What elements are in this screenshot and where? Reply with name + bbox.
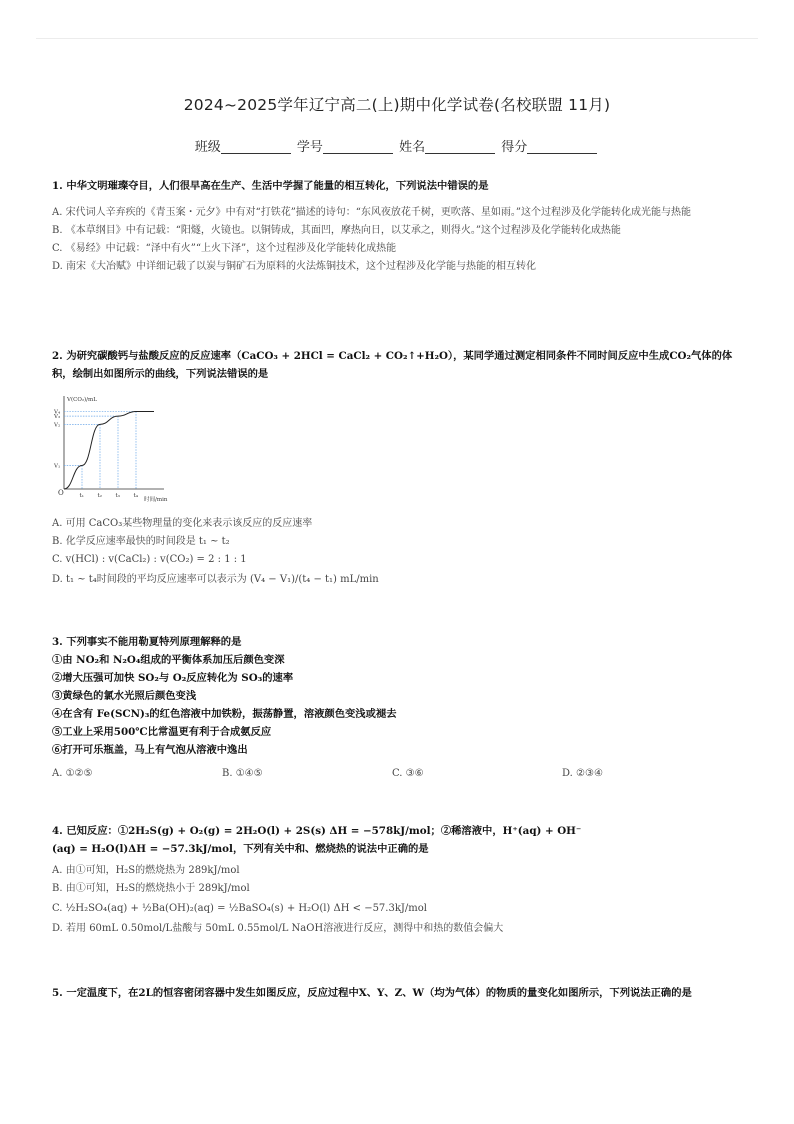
y-axis-label: V(CO₂)/mL [67, 397, 97, 403]
question-3-stem: 3. 下列事实不能用勒夏特列原理解释的是 [52, 636, 242, 648]
question-3-statement-1: ①由 NO₂和 N₂O₄组成的平衡体系加压后颜色变深 [52, 654, 285, 666]
question-2-stem: 2. 为研究碳酸钙与盐酸反应的反应速率（CaCO₃ + 2HCl = CaCl₂ + CO₂↑+H₂O），某同学通过测定相同条件不同时间反应中生成CO₂气体的体积，绘制出如图所示的曲线，下列说法错误的是 [52, 350, 733, 380]
number-label: 学号 [296, 140, 323, 155]
x-tick-label: t₃ [115, 493, 120, 499]
question-2-option-b: B. 化学反应速率最快的时间段是 t₁ ~ t₂ [52, 536, 230, 547]
question-1-option-d: D. 南宋《大冶赋》中详细记载了以炭与铜矿石为原料的火法炼铜技术，这个过程涉及化学能与热能的相互转化 [52, 261, 537, 272]
question-5 [52, 984, 742, 1002]
chart-series-line [64, 411, 154, 489]
question-2-option-c: C. v(HCl) : v(CaCl₂) : v(CO₂) = 2 : 1 : 1 [52, 554, 247, 565]
name-label: 姓名 [399, 140, 426, 155]
question-4-option-a: A. 由①可知，H₂S的燃烧热为 289kJ/mol [52, 865, 240, 876]
question-3-statement-3: ③黄绿色的氯水光照后颜色变浅 [52, 690, 197, 702]
y-tick-label: V₂ [54, 422, 61, 429]
x-axis-label: 时间/min [144, 497, 168, 503]
top-divider [36, 38, 758, 39]
question-3-statement-2: ②增大压强可加快 SO₂与 O₂反应转化为 SO₃的速率 [52, 672, 294, 684]
question-4-option-d: D. 若用 60mL 0.50mol/L盐酸与 50mL 0.55mol/L NaOH溶液进行反应，测得中和热的数值会偏大 [52, 923, 504, 934]
y-tick-label: V₁ [54, 463, 61, 470]
question-1 [52, 177, 742, 276]
question-3-statement-4: ④在含有 Fe(SCN)₃的红色溶液中加铁粉，振荡静置，溶液颜色变浅或褪去 [52, 708, 397, 720]
y-tick-label: V₄ [54, 409, 61, 416]
x-tick-label: t₁ [79, 493, 84, 499]
x-tick-label: t₂ [97, 493, 102, 499]
question-3-option-a: A. ①②⑤ [52, 768, 93, 779]
question-1-option-c: C. 《易经》中记载：“泽中有火”“上火下泽”，这个过程涉及化学能转化成热能 [52, 243, 397, 254]
question-3-options [52, 765, 742, 783]
question-2-options [52, 515, 742, 589]
class-label: 班级 [194, 140, 221, 155]
co2-volume-chart [52, 392, 172, 504]
class-blank [221, 140, 291, 154]
question-4-stem-line-2: (aq) = H₂O(l)ΔH = −57.3kJ/mol，下列有关中和、燃烧热的说法中正确的是 [52, 843, 429, 855]
score-blank [527, 140, 597, 154]
question-3 [52, 633, 742, 783]
question-3-option-d: D. ②③④ [562, 768, 603, 779]
page-title: 2024~2025学年辽宁高二(上)期中化学试卷(名校联盟 11月) [183, 96, 611, 114]
question-2-option-a: A. 可用 CaCO₃某些物理量的变化来表示该反应的反应速率 [52, 518, 313, 529]
number-blank [323, 140, 393, 154]
question-3-option-b: B. ①④⑤ [222, 768, 263, 779]
score-label: 得分 [501, 140, 528, 155]
question-1-option-a: A. 宋代词人辛弃疾的《青玉案・元夕》中有对“打铁花”描述的诗句：“东风夜放花千树，更吹落、星如雨。”这个过程涉及化学能转化成光能与热能 [52, 207, 692, 218]
student-info-line [0, 136, 794, 155]
question-4-option-b: B. 由①可知，H₂S的燃烧热小于 289kJ/mol [52, 883, 250, 894]
y-tick-label: V₃ [54, 414, 61, 421]
x-tick-label: t₄ [133, 493, 138, 499]
question-3-statement-5: ⑤工业上采用500℃比常温更有利于合成氨反应 [52, 726, 272, 738]
question-2 [52, 347, 742, 383]
question-1-stem: 1. 中华文明璀璨夺目，人们很早高在生产、生活中学握了能量的相互转化，下列说法中错误的是 [52, 180, 489, 192]
question-4 [52, 822, 742, 938]
question-3-option-c: C. ③⑥ [392, 768, 424, 779]
question-4-stem-line-1: 4. 已知反应：①2H₂S(g) + O₂(g) = 2H₂O(l) + 2S(s) ΔH = −578kJ/mol；②稀溶液中，H⁺(aq) + OH⁻ [52, 825, 582, 837]
question-5-stem: 5. 一定温度下，在2L的恒容密闭容器中发生如图反应，反应过程中X、Y、Z、W（均为气体）的物质的量变化如图所示，下列说法正确的是 [52, 987, 692, 999]
origin-label: O [58, 489, 64, 497]
question-2-option-d: D. t₁ ~ t₄时间段的平均反应速率可以表示为 (V₄ − V₁)/(t₄ − t₁) mL/min [52, 574, 379, 585]
question-4-option-c: C. ½H₂SO₄(aq) + ½Ba(OH)₂(aq) = ½BaSO₄(s) + H₂O(l) ΔH < −57.3kJ/mol [52, 903, 427, 914]
question-1-option-b: B. 《本草纲目》中有记载：“阳燧，火镜也。以铜铸成，其面凹，摩热向日，以艾承之，则得火。”这个过程涉及化学能转化成热能 [52, 225, 621, 236]
question-3-statement-6: ⑥打开可乐瓶盖，马上有气泡从溶液中逸出 [52, 744, 248, 756]
name-blank [425, 140, 495, 154]
